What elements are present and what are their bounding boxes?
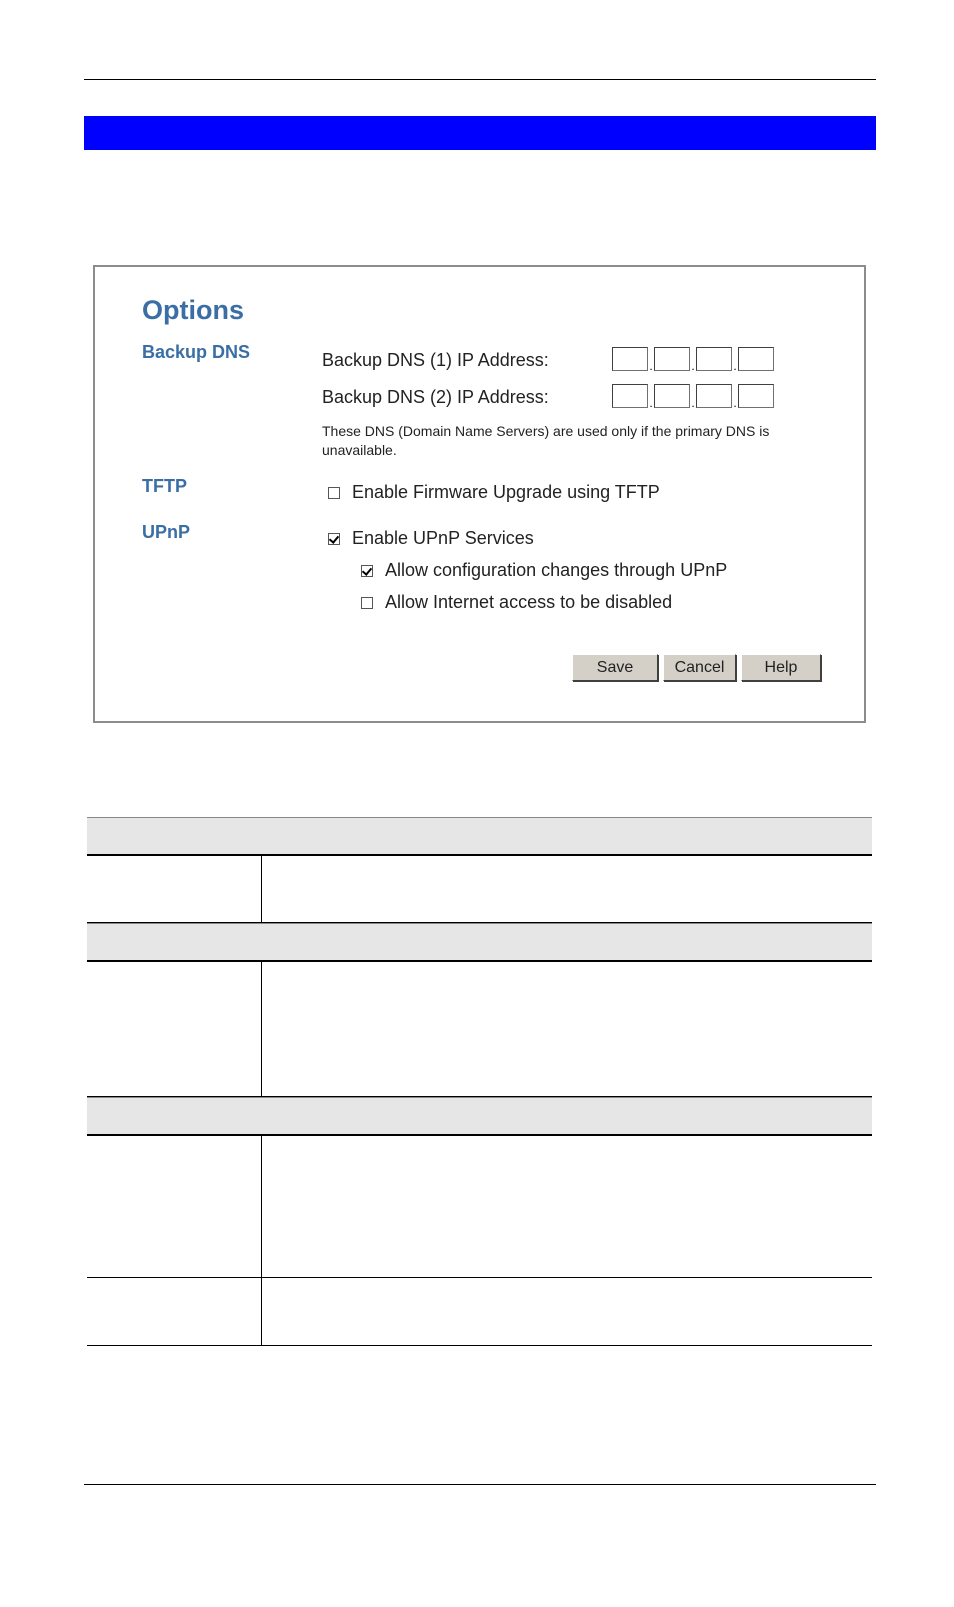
ip-dot: . — [733, 359, 737, 373]
ip-dot: . — [649, 396, 653, 410]
dns1-octet-1[interactable] — [612, 347, 648, 371]
table-row — [87, 1278, 872, 1346]
ip-dot: . — [733, 396, 737, 410]
table-row — [87, 1135, 872, 1278]
upnp-config-label: Allow configuration changes through UPnP — [385, 560, 728, 580]
ip-dot: . — [691, 396, 695, 410]
dns1-label: Backup DNS (1) IP Address: — [322, 350, 549, 370]
section-label-tftp: TFTP — [142, 476, 187, 496]
page-title: Options — [142, 295, 244, 325]
dns2-ip-input — [612, 384, 774, 408]
help-button[interactable]: Help — [741, 654, 821, 681]
dns1-ip-input — [612, 347, 774, 371]
ip-dot: . — [691, 359, 695, 373]
bottom-rule — [84, 1484, 876, 1485]
save-button[interactable]: Save — [572, 654, 658, 681]
upnp-config-checkbox[interactable] — [361, 565, 373, 577]
dns1-octet-2[interactable] — [654, 347, 690, 371]
upnp-config-row[interactable] — [361, 560, 727, 581]
dns1-octet-3[interactable] — [696, 347, 732, 371]
dns2-octet-3[interactable] — [696, 384, 732, 408]
table-section-header — [87, 817, 872, 856]
tftp-enable-row[interactable] — [328, 482, 660, 503]
dns2-label: Backup DNS (2) IP Address: — [322, 387, 549, 407]
chapter-header-bar — [84, 116, 876, 150]
section-label-upnp: UPnP — [142, 522, 191, 542]
dns2-octet-1[interactable] — [612, 384, 648, 408]
table-row — [87, 855, 872, 923]
table-row — [87, 961, 872, 1097]
tftp-enable-checkbox[interactable] — [328, 487, 340, 499]
upnp-inet-checkbox[interactable] — [361, 597, 373, 609]
upnp-inet-label: Allow Internet access to be disabled — [385, 592, 673, 612]
upnp-inet-row[interactable] — [361, 592, 672, 613]
section-label-backup-dns: Backup DNS — [142, 342, 251, 362]
top-rule — [84, 79, 876, 80]
dns-note: These DNS (Domain Name Servers) are used only if the primary DNS is unavailable. — [322, 423, 770, 458]
table-section-header — [87, 923, 872, 962]
table-section-header — [87, 1097, 872, 1136]
upnp-enable-checkbox[interactable] — [328, 533, 340, 545]
ip-dot: . — [649, 359, 653, 373]
dns1-octet-4[interactable] — [738, 347, 774, 371]
dns2-octet-4[interactable] — [738, 384, 774, 408]
upnp-enable-row[interactable] — [328, 528, 534, 549]
tftp-enable-label: Enable Firmware Upgrade using TFTP — [352, 482, 660, 502]
cancel-button[interactable]: Cancel — [663, 654, 736, 681]
options-screen — [93, 265, 866, 723]
upnp-enable-label: Enable UPnP Services — [352, 528, 534, 548]
dns2-octet-2[interactable] — [654, 384, 690, 408]
